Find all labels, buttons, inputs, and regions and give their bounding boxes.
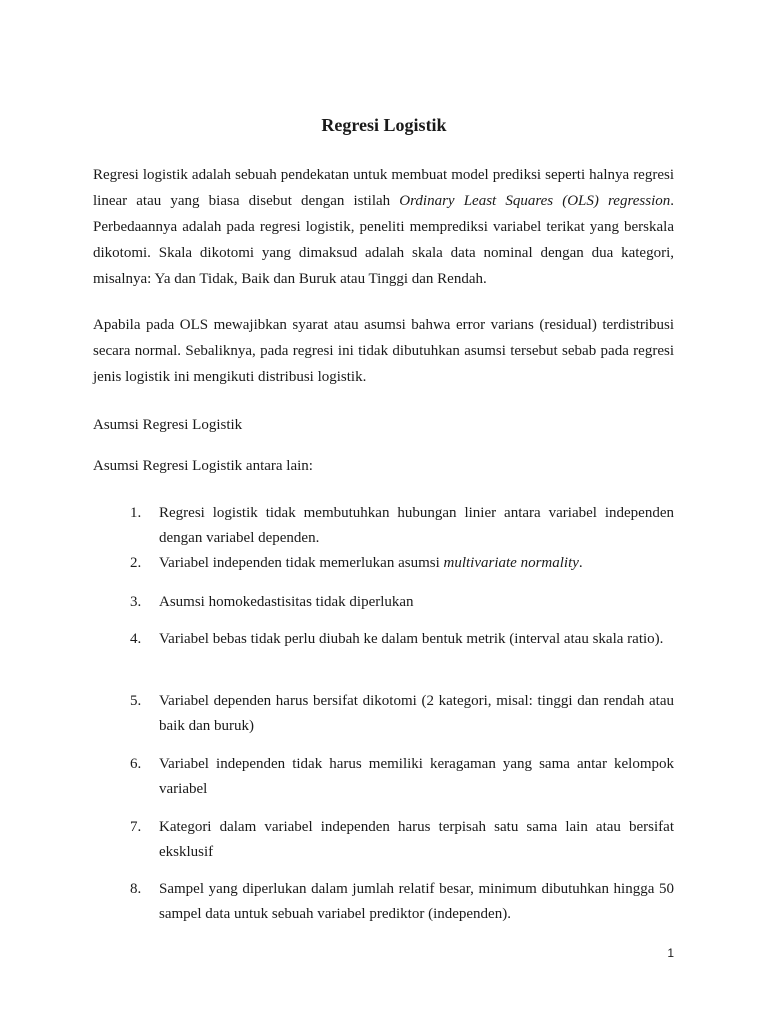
list-number: 8. (130, 881, 142, 897)
list-item (130, 689, 674, 739)
list-item (130, 815, 674, 865)
list-text (159, 551, 674, 576)
section-intro: Asumsi Regresi Logistik antara lain: (93, 458, 313, 474)
list-number: 6. (130, 756, 142, 772)
page-number: 1 (667, 946, 674, 960)
list-item (130, 752, 674, 802)
list-item (130, 551, 674, 576)
list-text: Variabel dependen harus bersifat dikotomi (2 kategori, misal: tinggi dan rendah atau baik dan buruk) (159, 693, 674, 734)
document-title: Regresi Logistik (321, 115, 447, 135)
list-italic-term: multivariate normality (443, 555, 579, 571)
list-number: 7. (130, 819, 142, 835)
list-text: Regresi logistik tidak membutuhkan hubungan linier antara variabel independen dengan variabel dependen. (159, 505, 674, 546)
list-item (130, 877, 674, 927)
list-item (130, 590, 674, 615)
list-number: 3. (130, 594, 142, 610)
intro-italic-term: Ordinary Least Squares (OLS) regression (399, 193, 671, 209)
list-number: 1. (130, 505, 142, 521)
ols-paragraph: Apabila pada OLS mewajibkan syarat atau asumsi bahwa error varians (residual) terdistribusi secara normal. Sebaliknya, pada regresi ini tidak dibutuhkan asumsi tersebut sebab pada regresi jenis logistik ini mengikuti distribusi logistik. (93, 317, 674, 385)
intro-text-start: Regresi logistik adalah sebuah pendekatan untuk membuat model prediksi seperti halnya regresi linear atau yang biasa disebut dengan istilah (93, 167, 674, 209)
list-text: Variabel independen tidak harus memiliki keragaman yang sama antar kelompok variabel (159, 756, 674, 797)
list-number: 2. (130, 555, 142, 571)
list-item (130, 501, 674, 551)
list-number: 4. (130, 631, 142, 647)
section-heading: Asumsi Regresi Logistik (93, 417, 243, 433)
list-text-end: . (578, 555, 583, 571)
list-number: 5. (130, 693, 142, 709)
list-text-start: Variabel independen tidak memerlukan asumsi (159, 555, 444, 571)
list-text: Variabel bebas tidak perlu diubah ke dalam bentuk metrik (interval atau skala ratio). (159, 631, 664, 647)
list-text: Asumsi homokedastisitas tidak diperlukan (159, 594, 414, 610)
list-text: Sampel yang diperlukan dalam jumlah relatif besar, minimum dibutuhkan hingga 50 sampel data untuk sebuah variabel prediktor (independen). (159, 881, 674, 922)
intro-paragraph (93, 162, 674, 292)
list-text: Kategori dalam variabel independen harus terpisah satu sama lain atau bersifat eksklusif (159, 819, 674, 860)
intro-text-end: . Perbedaannya adalah pada regresi logistik, peneliti memprediksi variabel terikat yang berskala dikotomi. Skala dikotomi yang dimaksud adalah skala data nominal dengan dua kategori, misalnya: Ya dan Tidak, Baik dan Buruk atau Tinggi dan Rendah. (93, 193, 674, 287)
list-item (130, 627, 674, 652)
